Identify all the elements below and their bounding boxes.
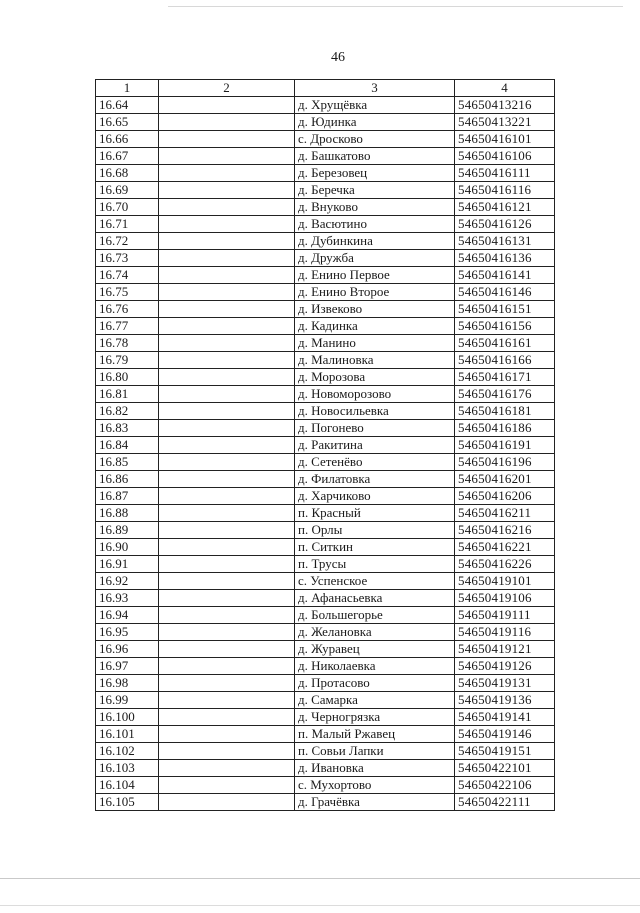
row-number-cell: 16.73 [96, 250, 159, 267]
code-cell: 54650416186 [455, 420, 555, 437]
settlement-name-cell: д. Башкатово [295, 148, 455, 165]
settlement-name-cell: д. Грачёвка [295, 794, 455, 811]
table-row [96, 777, 555, 794]
code-cell: 54650419111 [455, 607, 555, 624]
code-cell: 54650413216 [455, 97, 555, 114]
code-cell: 54650416131 [455, 233, 555, 250]
settlement-name-cell: д. Большегорье [295, 607, 455, 624]
settlement-name-cell: д. Ивановка [295, 760, 455, 777]
table-row [96, 539, 555, 556]
settlement-name-cell: д. Васютино [295, 216, 455, 233]
scan-edge-line-bottom [0, 878, 640, 879]
row-number-cell: 16.85 [96, 454, 159, 471]
empty-cell [159, 556, 295, 573]
settlement-name-cell: д. Извеково [295, 301, 455, 318]
empty-cell [159, 165, 295, 182]
table-row [96, 301, 555, 318]
empty-cell [159, 607, 295, 624]
empty-cell [159, 250, 295, 267]
table-row [96, 658, 555, 675]
table-row [96, 573, 555, 590]
code-cell: 54650416106 [455, 148, 555, 165]
code-cell: 54650416226 [455, 556, 555, 573]
code-cell: 54650416126 [455, 216, 555, 233]
row-number-cell: 16.101 [96, 726, 159, 743]
settlement-name-cell: д. Ракитина [295, 437, 455, 454]
empty-cell [159, 522, 295, 539]
table-row [96, 471, 555, 488]
empty-cell [159, 284, 295, 301]
row-number-cell: 16.84 [96, 437, 159, 454]
settlement-name-cell: д. Желановка [295, 624, 455, 641]
table-body [96, 97, 555, 811]
row-number-cell: 16.104 [96, 777, 159, 794]
code-cell: 54650422106 [455, 777, 555, 794]
empty-cell [159, 182, 295, 199]
table-row [96, 505, 555, 522]
settlement-name-cell: д. Новоморозово [295, 386, 455, 403]
settlement-name-cell: п. Красный [295, 505, 455, 522]
code-cell: 54650419116 [455, 624, 555, 641]
code-cell: 54650416206 [455, 488, 555, 505]
table-row [96, 607, 555, 624]
empty-cell [159, 386, 295, 403]
code-cell: 54650422101 [455, 760, 555, 777]
row-number-cell: 16.67 [96, 148, 159, 165]
table-row [96, 760, 555, 777]
settlement-name-cell: д. Харчиково [295, 488, 455, 505]
empty-cell [159, 471, 295, 488]
row-number-cell: 16.79 [96, 352, 159, 369]
column-header-4: 4 [455, 80, 555, 97]
empty-cell [159, 403, 295, 420]
row-number-cell: 16.69 [96, 182, 159, 199]
table-row [96, 267, 555, 284]
code-cell: 54650416176 [455, 386, 555, 403]
code-cell: 54650419151 [455, 743, 555, 760]
settlement-name-cell: д. Самарка [295, 692, 455, 709]
settlement-code-table [95, 79, 555, 811]
empty-cell [159, 199, 295, 216]
empty-cell [159, 369, 295, 386]
code-cell: 54650419101 [455, 573, 555, 590]
row-number-cell: 16.83 [96, 420, 159, 437]
settlement-name-cell: д. Новосильевка [295, 403, 455, 420]
table-row [96, 675, 555, 692]
code-cell: 54650416221 [455, 539, 555, 556]
settlement-name-cell: д. Юдинка [295, 114, 455, 131]
code-cell: 54650416151 [455, 301, 555, 318]
row-number-cell: 16.90 [96, 539, 159, 556]
settlement-name-cell: д. Филатовка [295, 471, 455, 488]
empty-cell [159, 131, 295, 148]
empty-cell [159, 233, 295, 250]
row-number-cell: 16.64 [96, 97, 159, 114]
empty-cell [159, 301, 295, 318]
empty-cell [159, 777, 295, 794]
settlement-name-cell: д. Дубинкина [295, 233, 455, 250]
table-row [96, 522, 555, 539]
table-row [96, 403, 555, 420]
table-row [96, 352, 555, 369]
settlement-name-cell: д. Березовец [295, 165, 455, 182]
code-cell: 54650416116 [455, 182, 555, 199]
settlement-name-cell: д. Сетенёво [295, 454, 455, 471]
row-number-cell: 16.105 [96, 794, 159, 811]
row-number-cell: 16.88 [96, 505, 159, 522]
settlement-name-cell: д. Енино Первое [295, 267, 455, 284]
settlement-name-cell: п. Орлы [295, 522, 455, 539]
empty-cell [159, 216, 295, 233]
table-row [96, 641, 555, 658]
empty-cell [159, 794, 295, 811]
row-number-cell: 16.78 [96, 335, 159, 352]
table-row [96, 386, 555, 403]
code-cell: 54650419146 [455, 726, 555, 743]
table-row [96, 692, 555, 709]
settlement-name-cell: д. Протасово [295, 675, 455, 692]
table-row [96, 318, 555, 335]
code-cell: 54650416101 [455, 131, 555, 148]
table-row [96, 199, 555, 216]
row-number-cell: 16.87 [96, 488, 159, 505]
empty-cell [159, 420, 295, 437]
table-row [96, 590, 555, 607]
code-cell: 54650416156 [455, 318, 555, 335]
settlement-name-cell: д. Беречка [295, 182, 455, 199]
column-header-3: 3 [295, 80, 455, 97]
table-row [96, 335, 555, 352]
row-number-cell: 16.91 [96, 556, 159, 573]
settlement-name-cell: с. Мухортово [295, 777, 455, 794]
code-cell: 54650419141 [455, 709, 555, 726]
settlement-name-cell: д. Морозова [295, 369, 455, 386]
row-number-cell: 16.100 [96, 709, 159, 726]
settlement-name-cell: д. Кадинка [295, 318, 455, 335]
code-cell: 54650416171 [455, 369, 555, 386]
table-row [96, 165, 555, 182]
table-row [96, 369, 555, 386]
row-number-cell: 16.99 [96, 692, 159, 709]
settlement-name-cell: п. Малый Ржавец [295, 726, 455, 743]
row-number-cell: 16.92 [96, 573, 159, 590]
empty-cell [159, 454, 295, 471]
empty-cell [159, 624, 295, 641]
code-cell: 54650416141 [455, 267, 555, 284]
table-row [96, 488, 555, 505]
code-cell: 54650413221 [455, 114, 555, 131]
column-header-2: 2 [159, 80, 295, 97]
table-row [96, 284, 555, 301]
table-row [96, 726, 555, 743]
settlement-name-cell: д. Афанасьевка [295, 590, 455, 607]
code-cell: 54650419121 [455, 641, 555, 658]
settlement-name-cell: с. Дросково [295, 131, 455, 148]
settlement-name-cell: п. Ситкин [295, 539, 455, 556]
code-cell: 54650416196 [455, 454, 555, 471]
settlement-name-cell: д. Журавец [295, 641, 455, 658]
empty-cell [159, 692, 295, 709]
settlement-name-cell: п. Совьи Лапки [295, 743, 455, 760]
settlement-name-cell: с. Успенское [295, 573, 455, 590]
row-number-cell: 16.76 [96, 301, 159, 318]
row-number-cell: 16.97 [96, 658, 159, 675]
settlement-name-cell: д. Малиновка [295, 352, 455, 369]
table-row [96, 250, 555, 267]
settlement-name-cell: п. Трусы [295, 556, 455, 573]
empty-cell [159, 505, 295, 522]
settlement-name-cell: д. Манино [295, 335, 455, 352]
scan-edge-line [168, 6, 623, 7]
table-row [96, 794, 555, 811]
empty-cell [159, 709, 295, 726]
row-number-cell: 16.103 [96, 760, 159, 777]
empty-cell [159, 590, 295, 607]
row-number-cell: 16.96 [96, 641, 159, 658]
settlement-name-cell: д. Погонево [295, 420, 455, 437]
code-cell: 54650422111 [455, 794, 555, 811]
empty-cell [159, 352, 295, 369]
empty-cell [159, 573, 295, 590]
row-number-cell: 16.68 [96, 165, 159, 182]
code-cell: 54650419126 [455, 658, 555, 675]
code-cell: 54650416136 [455, 250, 555, 267]
row-number-cell: 16.95 [96, 624, 159, 641]
code-cell: 54650416111 [455, 165, 555, 182]
settlement-name-cell: д. Черногрязка [295, 709, 455, 726]
row-number-cell: 16.70 [96, 199, 159, 216]
table-row [96, 743, 555, 760]
settlement-name-cell: д. Николаевка [295, 658, 455, 675]
row-number-cell: 16.89 [96, 522, 159, 539]
table-row [96, 131, 555, 148]
header-row [96, 80, 555, 97]
row-number-cell: 16.72 [96, 233, 159, 250]
code-cell: 54650416191 [455, 437, 555, 454]
table-row [96, 233, 555, 250]
code-cell: 54650416181 [455, 403, 555, 420]
empty-cell [159, 335, 295, 352]
code-cell: 54650416216 [455, 522, 555, 539]
code-cell: 54650416211 [455, 505, 555, 522]
code-cell: 54650416121 [455, 199, 555, 216]
row-number-cell: 16.66 [96, 131, 159, 148]
empty-cell [159, 726, 295, 743]
empty-cell [159, 658, 295, 675]
row-number-cell: 16.77 [96, 318, 159, 335]
empty-cell [159, 97, 295, 114]
table-row [96, 182, 555, 199]
row-number-cell: 16.71 [96, 216, 159, 233]
empty-cell [159, 488, 295, 505]
empty-cell [159, 148, 295, 165]
table-row [96, 216, 555, 233]
code-cell: 54650416166 [455, 352, 555, 369]
empty-cell [159, 318, 295, 335]
code-cell: 54650416146 [455, 284, 555, 301]
row-number-cell: 16.94 [96, 607, 159, 624]
row-number-cell: 16.74 [96, 267, 159, 284]
empty-cell [159, 267, 295, 284]
table-row [96, 97, 555, 114]
settlement-name-cell: д. Хрущёвка [295, 97, 455, 114]
row-number-cell: 16.98 [96, 675, 159, 692]
row-number-cell: 16.65 [96, 114, 159, 131]
table-row [96, 114, 555, 131]
row-number-cell: 16.81 [96, 386, 159, 403]
table-row [96, 437, 555, 454]
code-cell: 54650419106 [455, 590, 555, 607]
scan-edge-line-bottom-2 [0, 905, 640, 906]
table-row [96, 624, 555, 641]
code-cell: 54650419136 [455, 692, 555, 709]
settlement-name-cell: д. Енино Второе [295, 284, 455, 301]
page-number: 46 [331, 50, 345, 65]
row-number-cell: 16.102 [96, 743, 159, 760]
row-number-cell: 16.82 [96, 403, 159, 420]
row-number-cell: 16.75 [96, 284, 159, 301]
column-header-1: 1 [96, 80, 159, 97]
row-number-cell: 16.93 [96, 590, 159, 607]
empty-cell [159, 114, 295, 131]
settlement-name-cell: д. Внуково [295, 199, 455, 216]
table-row [96, 556, 555, 573]
table-row [96, 420, 555, 437]
code-cell: 54650416201 [455, 471, 555, 488]
table-row [96, 709, 555, 726]
empty-cell [159, 437, 295, 454]
empty-cell [159, 539, 295, 556]
code-cell: 54650419131 [455, 675, 555, 692]
settlement-name-cell: д. Дружба [295, 250, 455, 267]
empty-cell [159, 641, 295, 658]
table-row [96, 148, 555, 165]
row-number-cell: 16.86 [96, 471, 159, 488]
code-cell: 54650416161 [455, 335, 555, 352]
empty-cell [159, 743, 295, 760]
empty-cell [159, 760, 295, 777]
empty-cell [159, 675, 295, 692]
table-row [96, 454, 555, 471]
row-number-cell: 16.80 [96, 369, 159, 386]
